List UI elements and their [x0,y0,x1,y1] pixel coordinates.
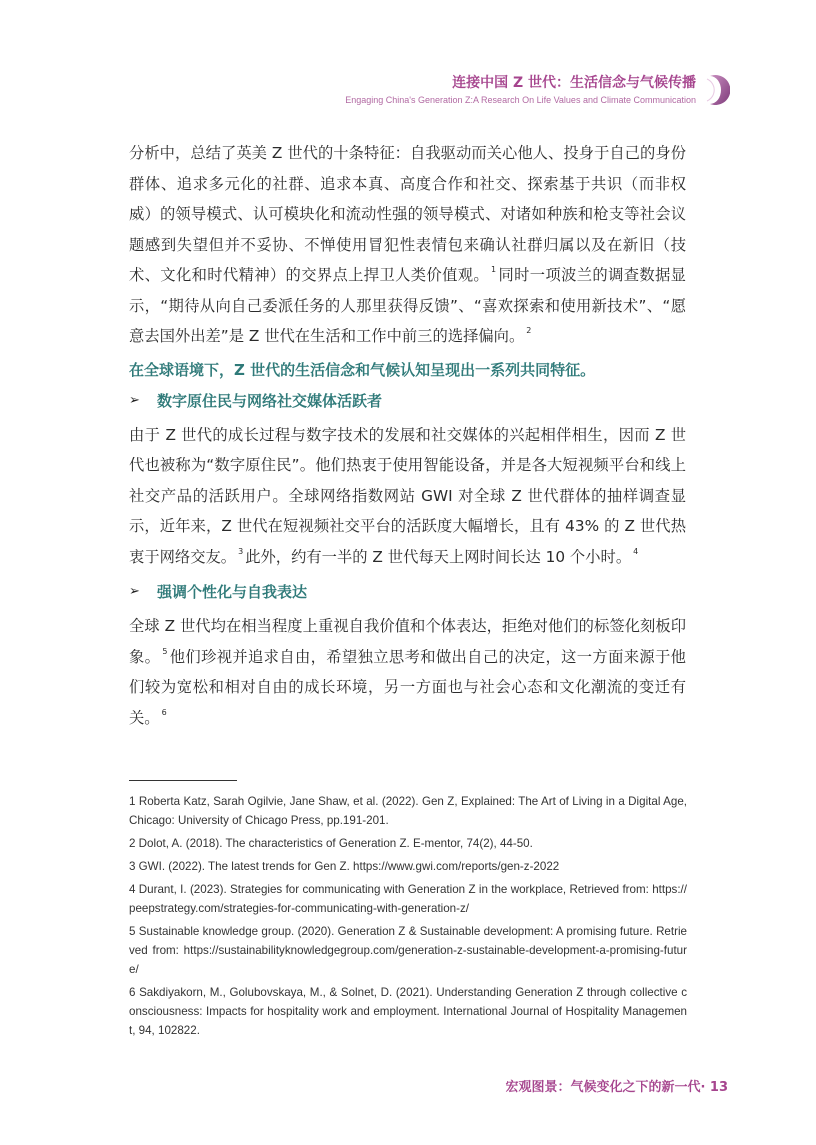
arrow-bullet-icon: ➢ [129,392,140,408]
arrow-bullet-icon: ➢ [129,584,140,599]
section-title: 数字原住民与网络社交媒体活跃者 [157,391,383,410]
section-heading-digital-natives [129,390,686,412]
paragraph-digital-natives: 由于 Z 世代的成长过程与数字技术的发展和社交媒体的兴起相伴相生，因而 Z 世代也被称为“数字原住民”。他们热衷于使用智能设备，并是各大短视频平台和线上社交产品的活跃用户。全球网络指数网站 GWI 对全球 Z 世代群体的抽样调查显示，近年来，Z 世代在短视频社交平台的活跃度大幅增长，且有 43% 的 Z 世代热衷于网络交友。 $^3$ 此外，约有一半的 Z 世代每天上网时间长达 10 个小时。 $^4$ [129,425,686,566]
section-title: 强调个性化与自我表达 [157,583,308,601]
footnote-divider [129,780,237,781]
footnote-3: 3 GWI. (2022). The latest trends for Gen Z. https://www.gwi.com/reports/gen-z-2022 [129,860,560,873]
footnote-ref[interactable]: 5 [162,646,168,656]
footnote-6: 6 Sakdiyakorn, M., Golubovskaya, M., & Solnet, D. (2021). Understanding Generation Z through collective consciousness: Impacts for hospitality work and employment. International Journal of Hospitality Management, 94, 102822. [129,986,687,1037]
footnote-ref[interactable]: 6 [161,707,167,717]
footnote-4: 4 Durant, I. (2023). Strategies for communicating with Generation Z in the workplace, Retrieved from: https://peepstrategy.com/strategies-for-communicating-with-generation-z/ [129,883,687,915]
footnote-ref[interactable]: 2 [526,326,532,335]
section-heading-self-expression [129,581,686,603]
footnote-ref[interactable]: 1 [491,265,497,274]
paragraph-intro: 分析中，总结了英美 Z 世代的十条特征：自我驱动而关心他人、投身于自己的身份群体、追求多元化的社群、追求本真、高度合作和社交、探索基于共识（而非权威）的领导模式、认可模块化和流动性强的领导模式、对诸如种族和枪支等社会议题感到失望但并不妥协、不惮使用冒犯性表情包来确认社群归属以及在新旧（技术、文化和时代精神）的交界点上捍卫人类价值观。 $^1$ 同时一项波兰的调查数据显示，“期待从向自己委派任务的人那里获得反馈”、“喜欢探索和使用新技术”、“愿意去国外出差”是 Z 世代在生活和工作中前三的选择偏向。 $^2$ [129,144,686,345]
footnote-2: 2 Dolot, A. (2018). The characteristics of Generation Z. E-mentor, 74(2), 44-50. [129,837,533,850]
header-title-cn: 连接中国 Z 世代：生活信念与气候传播 [452,75,696,91]
header-title-en: Engaging China's Generation Z:A Research On Life Values and Climate Communication [345,95,696,105]
highlight-statement: 在全球语境下，Z 世代的生活信念和气候认知呈现出一系列共同特征。 [129,360,596,379]
footnote-5: 5 Sustainable knowledge group. (2020). Generation Z & Sustainable development: A promising future. Retrieved from: https://sustainabilityknowledgegroup.com/generation-z-sustainable-development-a-promising-future/ [129,925,687,976]
page-footer: 宏观图景：气候变化之下的新一代· 13 [505,1080,728,1095]
main-content [129,138,686,733]
footnotes [129,792,687,1044]
footnote-ref[interactable]: 3 [238,546,244,556]
page-header [345,74,696,107]
paragraph-self-expression: 全球 Z 世代均在相当程度上重视自我价值和个体表达，拒绝对他们的标签化刻板印象。 $^5$ 他们珍视并追求自由，希望独立思考和做出自己的决定，这一方面来源于他们较为宽松和相对自由的成长环境，另一方面也与社会心态和文化潮流的变迁有关。 $^6$ [129,617,686,727]
footnote-1: 1 Roberta Katz, Sarah Ogilvie, Jane Shaw, et al. (2022). Gen Z, Explained: The Art of Living in a Digital Age, Chicago: University of Chicago Press, pp.191-201. [129,795,687,827]
crescent-moon-icon [698,74,730,106]
footnote-ref[interactable]: 4 [633,546,639,556]
